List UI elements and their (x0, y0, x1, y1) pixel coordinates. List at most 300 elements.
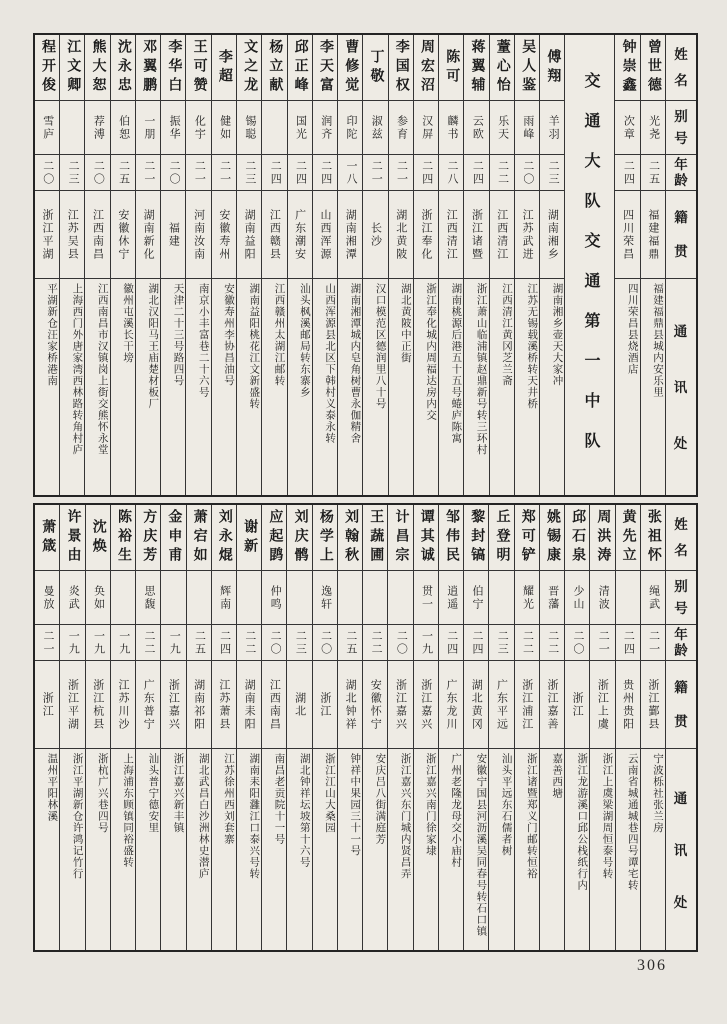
person-age-cell (262, 155, 286, 191)
person-column (261, 35, 286, 495)
header-age-label: 龄 (674, 642, 688, 658)
header-address-label: 讯 (673, 842, 688, 858)
person-address-cell (313, 749, 337, 950)
person-age-cell (414, 625, 438, 661)
person-age-cell (237, 155, 261, 191)
person-native: 江西清江 (495, 208, 508, 261)
person-native: 江苏武进 (521, 208, 534, 261)
person-alias: 光尧 (647, 114, 660, 141)
person-native: 湖南祁阳 (192, 678, 205, 731)
person-address-cell (237, 279, 261, 495)
person-age-cell (641, 155, 665, 191)
person-native: 江西南昌 (91, 208, 104, 261)
person-native: 贵州贵阳 (621, 678, 634, 731)
person-address: 南昌老贡院十一号 (273, 753, 285, 845)
person-name: 陈裕生 (115, 509, 131, 566)
person-address-cell (212, 279, 236, 495)
person-alias: 伯恕 (117, 114, 130, 141)
person-alias-cell (111, 571, 135, 625)
person-alias-cell (136, 571, 160, 625)
header-alias-cell (666, 571, 696, 625)
header-age-label: 年 (674, 626, 688, 642)
person-address-cell (338, 279, 362, 495)
person-address-cell (641, 749, 665, 950)
person-address-cell (287, 749, 311, 950)
section-title: 交通大队交通第一中队 (581, 72, 599, 472)
person-name: 沈焕 (90, 518, 106, 557)
person-native-cell (464, 191, 488, 279)
person-alias-cell (439, 571, 463, 625)
person-age-cell (338, 155, 362, 191)
person-age: 二四 (319, 159, 332, 186)
person-address-cell (35, 279, 59, 495)
person-name-cell (439, 35, 463, 101)
person-age: 二〇 (269, 629, 282, 656)
person-name-cell (161, 35, 185, 101)
person-alias-cell (389, 101, 413, 155)
person-alias: 汉屏 (420, 114, 433, 141)
person-address-cell (615, 279, 639, 495)
header-column (665, 35, 696, 495)
person-native: 广东龙川 (445, 678, 457, 731)
person-address: 湖北武昌白沙洲林史潜庐 (197, 753, 209, 880)
person-age: 二〇 (319, 629, 332, 656)
person-column (59, 35, 84, 495)
person-native-cell (363, 191, 387, 279)
person-name: 曾世德 (645, 39, 661, 96)
person-name: 刘庆鹘 (292, 509, 308, 566)
person-address: 浙江嘉兴南门徐家埭 (424, 753, 436, 857)
person-alias-cell (540, 101, 564, 155)
person-address: 湖北黄陂中正街 (399, 283, 411, 364)
person-address-cell (85, 279, 109, 495)
person-native: 浙江鄞县 (646, 678, 659, 731)
person-name: 邱石泉 (570, 509, 586, 566)
person-native-cell (313, 661, 337, 749)
person-column (564, 505, 589, 950)
person-name-cell (615, 35, 639, 101)
person-name-cell (641, 35, 665, 101)
person-alias: 麟书 (446, 114, 459, 141)
header-address-label: 处 (673, 894, 688, 910)
person-age: 二一 (597, 629, 610, 656)
person-age-cell (60, 155, 84, 191)
person-alias-cell (590, 571, 614, 625)
person-age: 二二 (142, 629, 155, 656)
header-alias-label: 号 (674, 600, 688, 616)
person-column (84, 35, 109, 495)
person-alias-cell (111, 101, 135, 155)
person-native: 江西南昌 (268, 678, 281, 731)
person-native: 浙江嘉兴 (419, 678, 432, 731)
person-age: 二一 (142, 159, 155, 186)
person-native: 江苏吴县 (66, 208, 79, 261)
person-age-cell (540, 155, 564, 191)
person-address: 江西清江黄冈芝兰斋 (500, 283, 512, 387)
person-native-cell (515, 191, 539, 279)
person-native-cell (616, 661, 640, 749)
person-name-cell (388, 505, 412, 571)
person-column (35, 35, 59, 495)
person-alias: 伯宁 (471, 584, 484, 611)
person-name-cell (35, 505, 59, 571)
person-address-cell (363, 279, 387, 495)
person-column (463, 505, 488, 950)
person-alias-cell (262, 571, 286, 625)
person-address: 嘉善西塘 (551, 753, 563, 799)
person-alias: 炎武 (67, 584, 80, 611)
person-alias: 一朋 (142, 114, 155, 141)
person-name: 萧箴 (40, 518, 56, 557)
person-native: 福建 (167, 221, 180, 248)
person-native-cell (389, 191, 413, 279)
person-name: 李华白 (166, 39, 182, 96)
person-column (186, 505, 211, 950)
header-native-cell (666, 661, 696, 749)
person-native-cell (288, 191, 312, 279)
person-native: 湖南湘乡 (546, 208, 559, 261)
person-native: 浙江平湖 (66, 678, 79, 731)
person-alias: 辉南 (218, 584, 231, 611)
person-column (85, 505, 110, 950)
person-native-cell (540, 191, 564, 279)
person-address: 浙江龙游溪口邱公栈纸行内 (576, 753, 588, 891)
person-native-cell (490, 191, 514, 279)
person-name: 熊大恕 (90, 39, 106, 96)
person-native: 浙江上虞 (596, 678, 609, 731)
person-address: 温州平阳林溪 (46, 753, 58, 822)
person-native: 长沙 (369, 221, 382, 248)
person-alias-cell (35, 571, 59, 625)
person-alias-cell (187, 571, 211, 625)
person-name: 杨立献 (267, 39, 283, 96)
person-name-cell (515, 505, 539, 571)
person-age: 二三 (294, 629, 307, 656)
person-name-cell (313, 35, 337, 101)
person-column (211, 505, 236, 950)
person-address-cell (388, 749, 412, 950)
person-native-cell (136, 661, 160, 749)
person-alias-cell (186, 101, 210, 155)
person-alias-cell (136, 101, 160, 155)
person-age: 二一 (193, 159, 206, 186)
person-age-cell (60, 625, 84, 661)
person-address: 江苏徐州西刘套寨 (223, 753, 235, 845)
person-name-cell (363, 35, 387, 101)
person-age: 二五 (344, 629, 357, 656)
person-alias: 雨峰 (521, 114, 534, 141)
person-name-cell (212, 505, 236, 571)
person-age-cell (86, 625, 110, 661)
person-alias: 清波 (597, 584, 610, 611)
person-alias: 淑兹 (370, 114, 383, 141)
person-age: 二二 (496, 159, 509, 186)
header-age-label: 年 (674, 156, 688, 172)
person-native-cell (414, 191, 438, 279)
person-name: 杨学上 (317, 509, 333, 566)
person-age: 二一 (647, 629, 660, 656)
roster-table-top (33, 33, 698, 497)
person-alias: 耀光 (521, 584, 534, 611)
person-alias: 健如 (218, 114, 231, 141)
person-name-cell (389, 35, 413, 101)
person-name: 刘翰秋 (343, 509, 359, 566)
person-age-cell (136, 155, 160, 191)
page-number: 306 (637, 957, 667, 974)
person-address: 江西赣州太湖江邮转 (273, 283, 285, 387)
person-address: 浙江嘉兴东门城内贤昌弄 (399, 753, 411, 880)
person-address: 湖南湘乡壶天大家冲 (551, 283, 563, 387)
person-age: 二三 (547, 159, 560, 186)
person-column (135, 35, 160, 495)
person-column (388, 35, 413, 495)
person-age: 二二 (243, 629, 256, 656)
person-age: 二一 (370, 159, 383, 186)
person-column (160, 505, 185, 950)
person-native-cell (86, 661, 110, 749)
person-native-cell (388, 661, 412, 749)
person-native-cell (515, 661, 539, 749)
person-native: 湖北黄陂 (394, 208, 407, 261)
person-name: 陈可 (444, 48, 460, 87)
person-address-cell (414, 749, 438, 950)
person-address-cell (540, 749, 564, 950)
person-address-cell (187, 749, 211, 950)
person-name: 傅翔 (545, 48, 561, 87)
person-alias-cell (161, 101, 185, 155)
person-name-cell (313, 505, 337, 571)
person-name: 王可赞 (191, 39, 207, 96)
person-column (413, 35, 438, 495)
person-name: 文之龙 (242, 39, 258, 96)
header-native-label: 籍 (674, 680, 688, 695)
person-column (387, 505, 412, 950)
person-age-cell (615, 155, 639, 191)
person-alias-cell (616, 571, 640, 625)
person-column (615, 505, 640, 950)
person-age: 二二 (370, 629, 383, 656)
person-alias-cell (313, 571, 337, 625)
person-native: 湖南湘潭 (344, 208, 357, 261)
person-age: 一九 (117, 629, 130, 656)
person-alias-cell (464, 101, 488, 155)
person-alias: 次章 (622, 114, 635, 141)
person-age: 二〇 (571, 629, 584, 656)
person-alias-cell (338, 101, 362, 155)
person-age: 一九 (168, 629, 181, 656)
person-address-cell (313, 279, 337, 495)
person-name-cell (464, 35, 488, 101)
person-native-cell (313, 191, 337, 279)
person-name-cell (490, 35, 514, 101)
person-address: 安徽寿州李协昌油号 (223, 283, 235, 387)
person-address: 湖北汉阳马王庙楚材板厂 (147, 283, 159, 410)
person-age-cell (489, 625, 513, 661)
person-alias: 雪庐 (41, 114, 54, 141)
person-name-cell (288, 35, 312, 101)
person-name: 曹修觉 (343, 39, 359, 96)
person-column (514, 505, 539, 950)
person-name: 吴人鉴 (520, 39, 536, 96)
header-address-cell (666, 279, 696, 495)
person-age-cell (35, 625, 59, 661)
person-alias-cell (85, 101, 109, 155)
person-age-cell (35, 155, 59, 191)
person-alias: 绳武 (647, 584, 660, 611)
person-age: 二〇 (521, 159, 534, 186)
person-alias: 奂如 (92, 584, 105, 611)
person-name-cell (363, 505, 387, 571)
header-native-label: 贯 (674, 713, 688, 729)
person-address-cell (60, 279, 84, 495)
person-name-cell (262, 35, 286, 101)
header-address-label: 讯 (673, 380, 688, 396)
person-age: 二三 (243, 159, 256, 186)
person-alias-cell (489, 571, 513, 625)
person-native-cell (60, 661, 84, 749)
person-age-cell (288, 155, 312, 191)
person-address-cell (212, 749, 236, 950)
roster-table-bottom (33, 503, 698, 952)
person-address: 徽州屯溪长干塝 (121, 283, 133, 364)
person-name: 丁敬 (368, 48, 384, 87)
person-address: 浙杭广兴巷四号 (96, 753, 108, 834)
person-address: 浙江诸暨郑义门邮转恒裕 (525, 753, 537, 880)
person-name: 谭其诚 (418, 509, 434, 566)
person-alias: 羊羽 (547, 114, 560, 141)
person-age: 二四 (471, 629, 484, 656)
person-address: 浙江平湖新仓许鸿记竹行 (71, 753, 83, 880)
person-name-cell (464, 505, 488, 571)
person-native: 浙江诸暨 (470, 208, 483, 261)
person-column (236, 505, 261, 950)
person-name-cell (86, 505, 110, 571)
person-address: 安庆吕八街满庭芳 (374, 753, 386, 845)
person-native-cell (237, 191, 261, 279)
person-name-cell (616, 505, 640, 571)
person-address: 钟祥中果园三十一号 (349, 753, 361, 857)
person-name-cell (262, 505, 286, 571)
header-native-label: 贯 (674, 243, 688, 259)
header-age-label: 龄 (674, 172, 688, 188)
person-alias-cell (565, 571, 589, 625)
person-age-cell (338, 625, 362, 661)
person-native: 浙江 (571, 691, 584, 718)
person-name-cell (237, 505, 261, 571)
person-address-cell (35, 749, 59, 950)
person-address-cell (186, 279, 210, 495)
person-name: 周洪涛 (595, 509, 611, 566)
person-age: 二〇 (395, 629, 408, 656)
person-native: 湖北钟祥 (344, 678, 357, 731)
person-native: 广东潮安 (293, 208, 306, 261)
person-name-cell (187, 505, 211, 571)
person-address: 宁波栎社张兰房 (652, 753, 663, 834)
person-native: 浙江 (41, 691, 54, 718)
person-column (413, 505, 438, 950)
person-name-cell (161, 505, 185, 571)
person-name-cell (60, 505, 84, 571)
person-alias: 晋藩 (546, 584, 559, 611)
person-column (59, 505, 84, 950)
person-age-cell (287, 625, 311, 661)
person-address-cell (111, 749, 135, 950)
person-address: 江苏无锡载溪桥转天井桥 (526, 283, 538, 410)
person-native: 广东平远 (495, 678, 508, 731)
person-native: 浙江平湖 (41, 208, 54, 261)
person-address-cell (237, 749, 261, 950)
header-address-label: 通 (673, 324, 688, 340)
person-age: 二一 (42, 629, 55, 656)
person-name: 萧宕如 (191, 509, 207, 566)
person-address-cell (414, 279, 438, 495)
person-native: 湖北黄冈 (470, 678, 483, 731)
person-alias: 荐溥 (92, 114, 105, 141)
person-address: 江西南昌市汉镇岗上街交熊怀永堂 (96, 283, 108, 456)
person-address-cell (565, 749, 589, 950)
person-native: 福建福鼎 (646, 208, 659, 261)
person-age: 二四 (622, 159, 635, 186)
header-alias-label: 号 (674, 130, 688, 146)
person-age-cell (313, 155, 337, 191)
person-age-cell (389, 155, 413, 191)
person-native: 浙江奉化 (420, 208, 432, 261)
person-address: 汕头枫溪邮局转东寨乡 (298, 283, 310, 398)
person-native: 浙江嘉兴 (167, 678, 180, 731)
person-column (312, 35, 337, 495)
person-column (362, 35, 387, 495)
person-address: 四川荣昌县烧酒店 (626, 283, 638, 375)
person-name-cell (540, 35, 564, 101)
person-age-cell (212, 625, 236, 661)
person-name-cell (85, 35, 109, 101)
person-age: 二四 (420, 159, 433, 186)
person-native-cell (641, 191, 665, 279)
person-name-cell (489, 505, 513, 571)
person-address-cell (540, 279, 564, 495)
person-age-cell (515, 155, 539, 191)
person-address: 湖南益阳桃花江文新盛转 (248, 283, 260, 410)
person-native-cell (338, 191, 362, 279)
person-alias-cell (212, 101, 236, 155)
person-native: 安徽怀宁 (369, 678, 382, 731)
person-native-cell (262, 191, 286, 279)
person-name-cell (590, 505, 614, 571)
person-age-cell (515, 625, 539, 661)
person-age-cell (237, 625, 261, 661)
person-age-cell (313, 625, 337, 661)
person-address-cell (136, 749, 160, 950)
person-native: 江苏萧县 (217, 678, 230, 731)
person-address: 上海浦东顾镇同裕盛转 (122, 753, 134, 868)
person-column (614, 35, 639, 495)
person-address-cell (86, 749, 110, 950)
person-name: 邱正峰 (292, 39, 308, 96)
person-age: 二四 (445, 629, 458, 656)
person-column (640, 505, 665, 950)
person-name: 黄先立 (620, 509, 636, 566)
header-name-label: 姓 (674, 46, 688, 62)
person-address-cell (262, 749, 286, 950)
person-name: 蒋翼辅 (469, 39, 485, 96)
person-alias-cell (414, 101, 438, 155)
person-native-cell (439, 661, 463, 749)
person-alias-cell (515, 101, 539, 155)
person-native: 浙江浦江 (520, 678, 533, 731)
person-column (539, 35, 564, 495)
header-native-cell (666, 191, 696, 279)
person-column (312, 505, 337, 950)
